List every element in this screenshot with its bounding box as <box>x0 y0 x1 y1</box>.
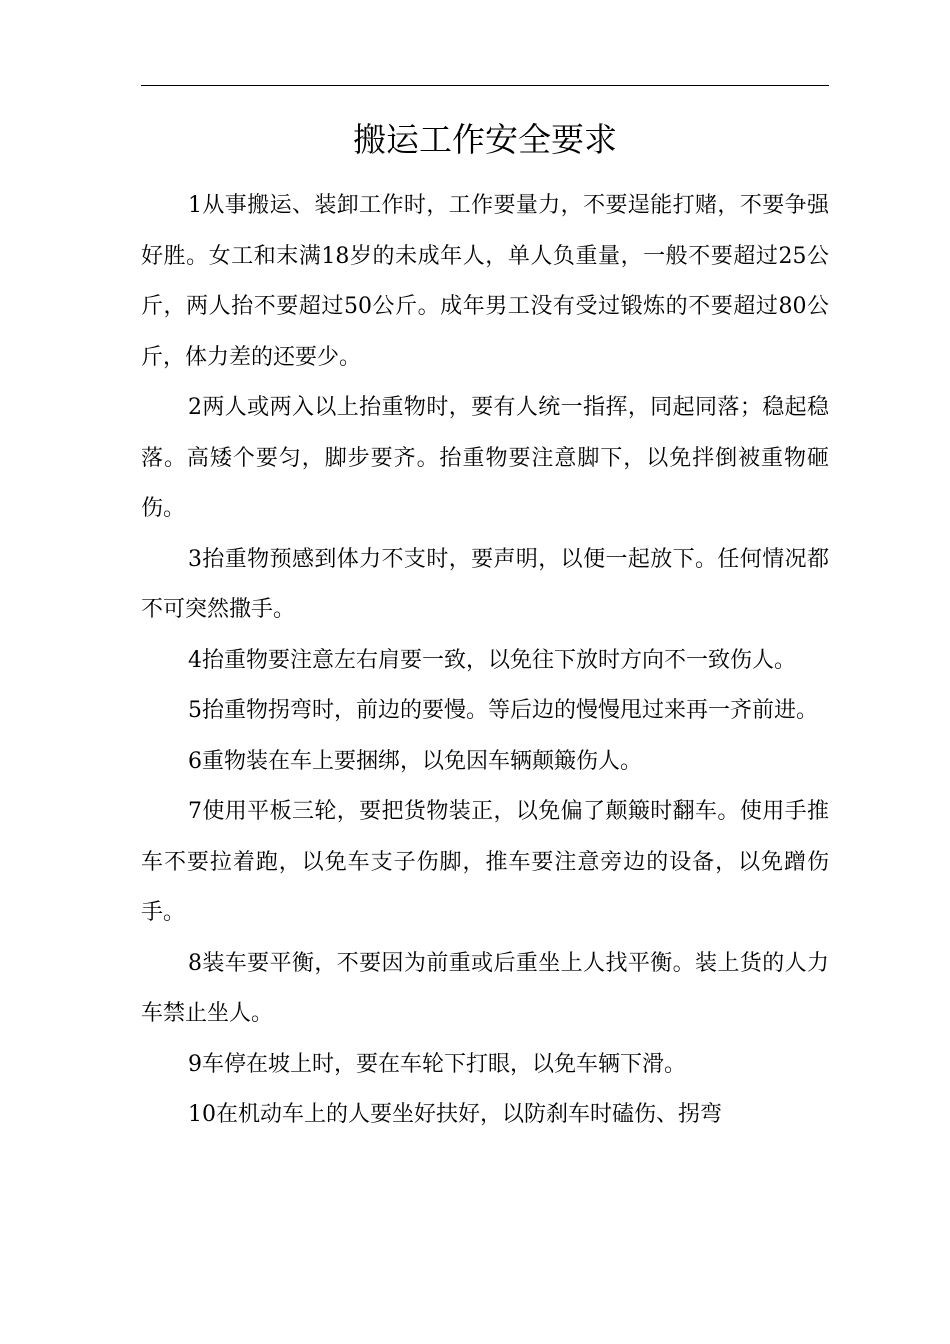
document-body <box>141 181 829 1141</box>
paragraph-7: 7使用平板三轮，要把货物装正，以免偏了颠簸时翻车。使用手推车不要拉着跑，以免车支子伤脚，推车要注意旁边的设备，以免蹭伤手。 <box>141 799 829 925</box>
paragraph-8: 8装车要平衡，不要因为前重或后重坐上人找平衡。装上货的人力车禁止坐人。 <box>141 950 829 1026</box>
paragraph-6: 6重物装在车上要捆绑，以免因车辆颠簸伤人。 <box>188 748 642 774</box>
paragraph-5: 5抬重物拐弯时，前边的要慢。等后边的慢慢甩过来再一齐前进。 <box>188 698 818 723</box>
paragraph-2: 2两人或两入以上抬重物时，要有人统一指挥，同起同落；稳起稳落。高矮个要匀，脚步要齐。抬重物要注意脚下，以免拌倒被重物砸伤。 <box>141 395 829 521</box>
paragraph-3: 3抬重物预感到体力不支时，要声明，以便一起放下。任何情况都不可突然撒手。 <box>141 546 829 622</box>
paragraph-1: 1从事搬运、装卸工作时，工作要量力，不要逞能打赌，不要争强好胜。女工和末满18岁的未成年人，单人负重量，一般不要超过25公斤，两人抬不要超过50公斤。成年男工没有受过锻炼的不要超过80公斤，体力差的还要少。 <box>141 193 829 370</box>
document-title: 搬运工作安全要求 <box>353 120 617 159</box>
header-rule <box>141 85 829 86</box>
paragraph-10: 10在机动车上的人要坐好扶好，以防刹车时磕伤、拐弯 <box>188 1102 722 1127</box>
paragraph-4: 4抬重物要注意左右肩要一致，以免往下放时方向不一致伤人。 <box>188 647 796 673</box>
paragraph-9: 9车停在坡上时，要在车轮下打眼，以免车辆下滑。 <box>188 1051 686 1077</box>
